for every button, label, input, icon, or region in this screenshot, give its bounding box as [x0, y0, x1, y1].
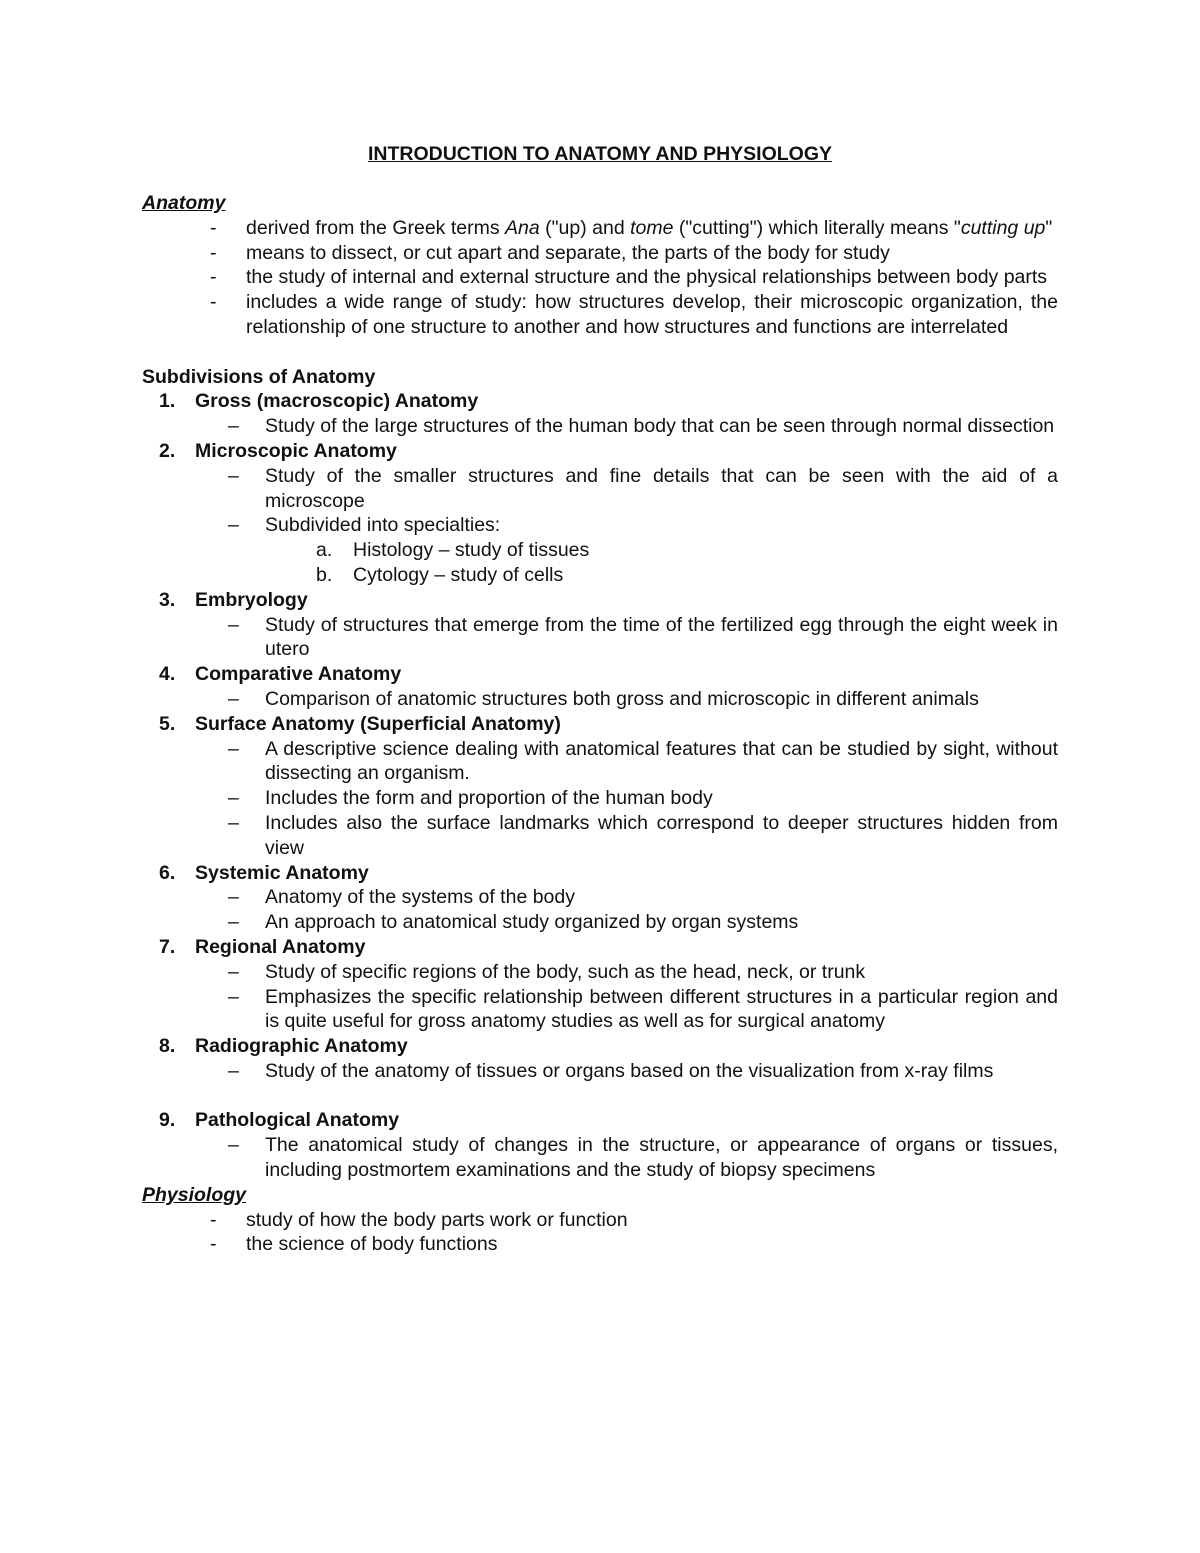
- item-number: 1.: [159, 390, 176, 413]
- point-marker: –: [228, 985, 239, 1008]
- point-marker: –: [228, 514, 239, 537]
- point-text: Study of the anatomy of tissues or organs based on the visualization from x-ray films: [265, 1059, 994, 1082]
- point-text: Includes also the surface landmarks which correspond to deeper structures hidden from view: [265, 811, 1058, 859]
- anatomy-heading: Anatomy: [142, 192, 226, 214]
- bullet-marker: -: [210, 241, 217, 264]
- point-text: Includes the form and proportion of the human body: [265, 787, 713, 810]
- subdivision-item: [142, 712, 1058, 737]
- point-marker: –: [228, 1059, 239, 1082]
- anatomy-bullet: [142, 290, 1058, 340]
- point-text: Anatomy of the systems of the body: [265, 886, 575, 909]
- point-text: Study of the smaller structures and fine details that can be seen with the aid of a microscope: [265, 464, 1058, 512]
- bullet-text: includes a wide range of study: how structures develop, their microscopic organization, the relationship of one structure to another and how structures and functions are interrelated: [246, 291, 1058, 338]
- bullet-term-tome: tome: [630, 216, 674, 239]
- document-body: [142, 191, 1058, 1257]
- item-number: 5.: [159, 712, 176, 735]
- point-marker: –: [228, 911, 239, 934]
- item-number: 3.: [159, 588, 176, 611]
- item-point: [142, 910, 1058, 935]
- item-point: [142, 811, 1058, 861]
- item-number: 8.: [159, 1035, 176, 1058]
- point-marker: –: [228, 787, 239, 810]
- bullet-marker: -: [210, 1208, 217, 1231]
- item-point: [142, 513, 1058, 538]
- page-title: INTRODUCTION TO ANATOMY AND PHYSIOLOGY: [367, 143, 833, 165]
- bullet-text: derived from the Greek terms: [246, 216, 506, 239]
- specialty-text: Cytology – study of cells: [353, 563, 564, 586]
- point-text: Study of the large structures of the human body that can be seen through normal dissection: [265, 415, 1055, 438]
- item-name: Surface Anatomy (Superficial Anatomy): [195, 712, 561, 735]
- point-marker: –: [228, 415, 239, 438]
- anatomy-bullet: [142, 265, 1058, 290]
- point-text: Emphasizes the specific relationship between different structures in a particular region and is quite useful for gross anatomy studies as well as for surgical anatomy: [265, 985, 1058, 1033]
- item-point: [142, 960, 1058, 985]
- bullet-marker: -: [210, 216, 217, 239]
- item-point: [142, 1133, 1058, 1183]
- point-text: Subdivided into specialties:: [265, 514, 501, 537]
- item-point: [142, 613, 1058, 663]
- physiology-heading: Physiology: [142, 1183, 247, 1206]
- bullet-term-cutting-up: cutting up: [960, 216, 1046, 239]
- point-marker: –: [228, 886, 239, 909]
- item-number: 7.: [159, 935, 176, 958]
- bullet-marker: -: [210, 291, 217, 314]
- item-point: [142, 464, 1058, 514]
- point-text: A descriptive science dealing with anatomical features that can be studied by sight, without dissecting an organism.: [265, 737, 1058, 785]
- subdivision-item: [142, 861, 1058, 886]
- bullet-text: ("cutting") which literally means ": [673, 216, 961, 239]
- specialty-marker: a.: [316, 539, 333, 562]
- item-point: [142, 985, 1058, 1035]
- subdivision-item: [142, 1034, 1058, 1059]
- point-marker: –: [228, 464, 239, 487]
- physiology-bullet: [142, 1208, 1058, 1233]
- bullet-marker: -: [210, 266, 217, 289]
- specialty-item: [142, 563, 1058, 588]
- subdivision-item: [142, 389, 1058, 414]
- subdivision-item: [142, 1108, 1058, 1133]
- item-number: 6.: [159, 861, 176, 884]
- item-number: 9.: [159, 1109, 176, 1132]
- item-name: Pathological Anatomy: [195, 1109, 400, 1132]
- bullet-text: ("up) and: [539, 216, 631, 239]
- point-text: An approach to anatomical study organized by organ systems: [265, 911, 799, 934]
- specialty-text: Histology – study of tissues: [353, 539, 590, 562]
- point-text: The anatomical study of changes in the structure, or appearance of organs or tissues, including postmortem examinations and the study of biopsy specimens: [265, 1134, 1058, 1182]
- item-name: Regional Anatomy: [195, 935, 366, 958]
- physiology-bullet: [142, 1232, 1058, 1257]
- item-point: [142, 786, 1058, 811]
- anatomy-bullet: [142, 241, 1058, 266]
- item-name: Comparative Anatomy: [195, 663, 402, 686]
- point-text: Study of structures that emerge from the time of the fertilized egg through the eight week in utero: [265, 613, 1058, 661]
- item-name: Systemic Anatomy: [195, 861, 369, 884]
- specialty-marker: b.: [316, 563, 333, 586]
- item-point: [142, 687, 1058, 712]
- subdivision-item: [142, 935, 1058, 960]
- point-marker: –: [228, 960, 239, 983]
- item-point: [142, 1059, 1058, 1084]
- item-point: [142, 414, 1058, 439]
- point-text: Study of specific regions of the body, such as the head, neck, or trunk: [265, 960, 866, 983]
- item-point: [142, 737, 1058, 787]
- item-point: [142, 885, 1058, 910]
- item-name: Gross (macroscopic) Anatomy: [195, 390, 479, 413]
- item-number: 2.: [159, 439, 176, 462]
- point-marker: –: [228, 737, 239, 760]
- subdivision-item: [142, 662, 1058, 687]
- bullet-text: study of how the body parts work or function: [246, 1208, 628, 1231]
- item-name: Radiographic Anatomy: [195, 1035, 408, 1058]
- bullet-term-ana: Ana: [505, 216, 540, 239]
- bullet-text: ": [1045, 216, 1053, 239]
- point-marker: –: [228, 1134, 239, 1157]
- subdivisions-heading: Subdivisions of Anatomy: [142, 365, 376, 388]
- bullet-marker: -: [210, 1233, 217, 1256]
- point-text: Comparison of anatomic structures both gross and microscopic in different animals: [265, 687, 979, 710]
- item-name: Microscopic Anatomy: [195, 439, 397, 462]
- bullet-text: the study of internal and external structure and the physical relationships between body parts: [246, 266, 1048, 289]
- subdivisions-list: [142, 389, 1058, 1183]
- point-marker: –: [228, 811, 239, 834]
- bullet-text: the science of body functions: [246, 1233, 498, 1256]
- point-marker: –: [228, 687, 239, 710]
- anatomy-bullet: [142, 216, 1058, 241]
- item-number: 4.: [159, 663, 176, 686]
- subdivision-item: [142, 588, 1058, 613]
- item-name: Embryology: [195, 588, 308, 611]
- bullet-text: means to dissect, or cut apart and separate, the parts of the body for study: [246, 241, 890, 264]
- specialty-item: [142, 538, 1058, 563]
- point-marker: –: [228, 613, 239, 636]
- subdivision-item: [142, 439, 1058, 464]
